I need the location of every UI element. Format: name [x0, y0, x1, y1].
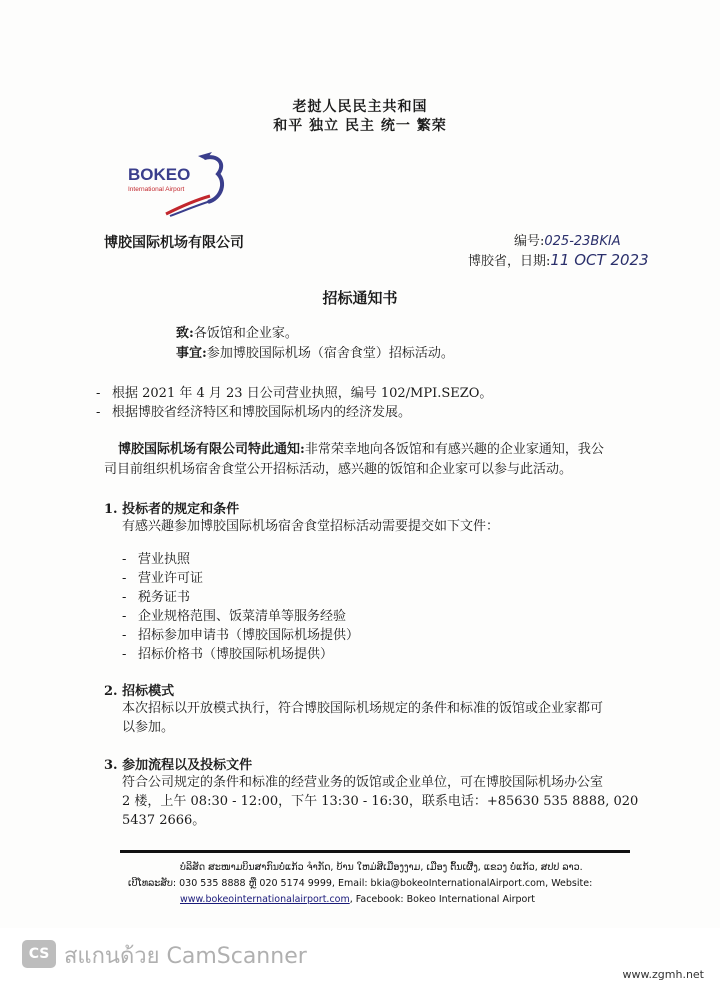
- subject-label: 事宜:: [176, 346, 207, 361]
- website-link[interactable]: www.bokeointernationalairport.com: [180, 894, 350, 905]
- subject-line: [176, 344, 454, 363]
- section-2-line: 本次招标以开放模式执行，符合博胶国际机场规定的条件和标准的饭馆或企业家都可: [122, 701, 604, 716]
- document-date: [468, 250, 649, 269]
- section-3-heading: 3. 参加流程以及投标文件: [104, 758, 253, 773]
- list-item: - 营业执照: [122, 552, 191, 567]
- camscanner-icon: CS: [22, 940, 56, 968]
- section-2-line: 以参加。: [122, 720, 175, 735]
- notice-paragraph-line2: 司目前组织机场宿舍食堂公开招标活动，感兴趣的饭馆和企业家可以参与此活动。: [104, 462, 573, 477]
- section-2-heading: 2. 招标模式: [104, 684, 175, 699]
- list-item: - 营业许可证: [122, 571, 204, 586]
- logo-subtitle: International Airport: [128, 186, 185, 193]
- footer-contact: ເບີໂທລະສັບ: 030 535 8888 ຫຼື 020 5174 9999, Email: bkia@bokeoInternationalAirport.com, Website:: [128, 878, 593, 889]
- date-label: 博胶省，日期:: [468, 254, 551, 269]
- section-1-heading: 1. 投标者的规定和条件: [104, 502, 240, 517]
- recipient-label: 致:: [176, 326, 194, 341]
- facebook-text: , Facebook: Bokeo International Airport: [349, 894, 535, 905]
- basis-item: - 根据 2021 年 4 月 23 日公司营业执照，编号 102/MPI.SEZO。: [96, 386, 493, 401]
- date-value: 11 OCT 2023: [550, 251, 649, 269]
- footer-divider: [120, 850, 630, 853]
- list-item: - 税务证书: [122, 590, 191, 605]
- reference-number: [514, 230, 621, 249]
- list-item: - 招标参加申请书（博胶国际机场提供）: [122, 628, 360, 643]
- notice-paragraph-line1: 博胶国际机场有限公司特此通知:非常荣幸地向各饭馆和有感兴趣的企业家通知，我公: [118, 442, 604, 457]
- recipient-text: 各饭馆和企业家。: [193, 326, 298, 341]
- page-title: 招标通知书: [322, 289, 398, 307]
- subject-text: 参加博胶国际机场（宿舍食堂）招标活动。: [206, 346, 454, 361]
- reference-value: 025-23BKIA: [544, 234, 621, 249]
- source-site: www.zgmh.net: [622, 968, 704, 981]
- section-3-line: 5437 2666。: [122, 813, 206, 828]
- footer-links: [180, 892, 535, 907]
- section-3-line: 2 楼，上午 08:30 - 12:00，下午 13:30 - 16:30，联系电话：+85630 535 8888, 020: [122, 794, 639, 809]
- section-1-intro: 有感兴趣参加博胶国际机场宿舍食堂招标活动需要提交如下文件：: [122, 519, 500, 534]
- recipient-line: [176, 324, 298, 343]
- notice-bold: 博胶国际机场有限公司特此通知:: [118, 442, 305, 457]
- camscanner-text: สแกนด้วย CamScanner: [64, 944, 307, 969]
- country-motto: 和平 独立 民主 统一 繁荣: [273, 118, 447, 134]
- section-3-line: 符合公司规定的条件和标准的经营业务的饭馆或企业单位，可在博胶国际机场办公室: [122, 775, 604, 790]
- reference-label: 编号:: [514, 234, 545, 249]
- airport-logo: [126, 150, 236, 220]
- country-title: 老挝人民民主共和国: [292, 99, 428, 115]
- list-item: - 企业规格范围、饭菜清单等服务经验: [122, 609, 347, 624]
- logo-brand: BOKEO: [128, 165, 191, 184]
- company-name: 博胶国际机场有限公司: [104, 235, 244, 251]
- footer-address: ບໍລິສັດ ສະໜາມບິນສາກົນບໍ່ແກ້ວ ຈຳກັດ, ບ້ານ ໃຫມ່ສີເມືອງງາມ, ເມືອງ ຕົ້ນເຜີ້ງ, ແຂວງ ບໍ່ແກ້ວ, ສປປ ລາວ.: [180, 862, 583, 873]
- list-item: - 招标价格书（博胶国际机场提供）: [122, 647, 334, 662]
- basis-item: - 根据博胶省经济特区和博胶国际机场内的经济发展。: [96, 405, 412, 420]
